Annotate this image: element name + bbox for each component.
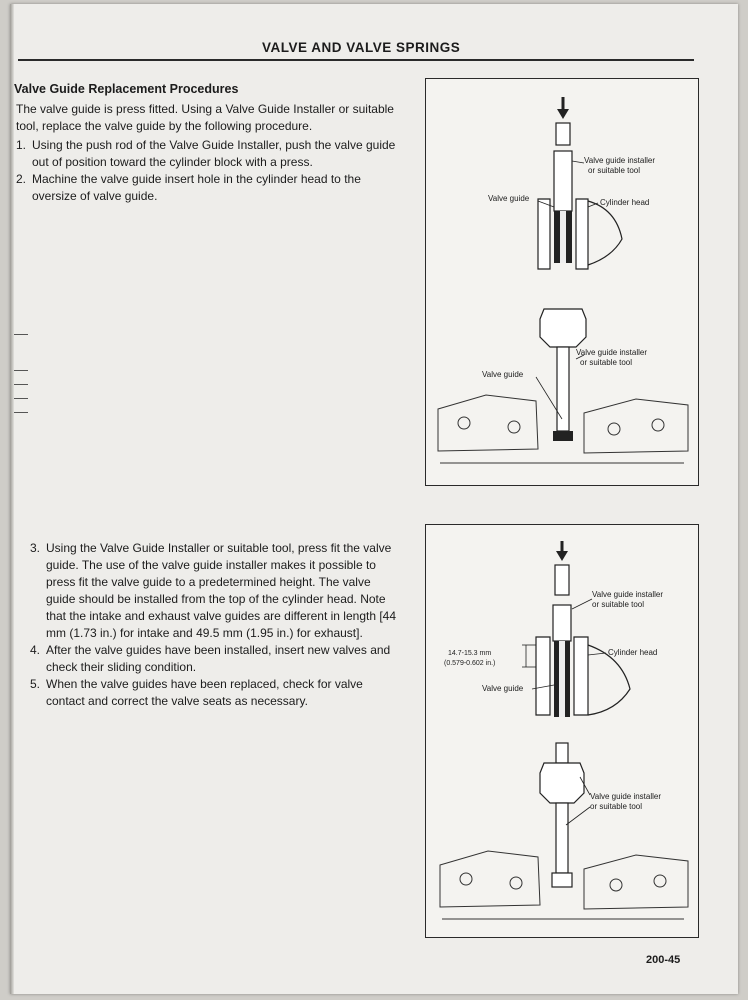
step-item: [16, 171, 396, 205]
step-number: 2.: [16, 172, 27, 186]
step-number: 3.: [30, 541, 41, 555]
step-text: After the valve guides have been installed, insert new valves and check their sliding condition.: [46, 643, 391, 674]
valve-seat-ring: [510, 877, 522, 889]
step-text: Using the Valve Guide Installer or suitable tool, press fit the valve guide. The use of the valve guide installer makes it possible to press fit the valve guide to a predetermined height. The valve guide should be installed from the top of the cylinder head. Note that the intake and exhaust valve guides are different in length [44 mm (1.73 in.) for intake and 49.5 mm (1.95 in.) for exhaust].: [46, 541, 397, 640]
leader-line: [588, 653, 606, 655]
step-item: [16, 137, 396, 171]
margin-tab: [14, 334, 28, 335]
installer-body: [540, 309, 586, 347]
margin-tab: [14, 412, 28, 413]
valve-seat-ring: [458, 417, 470, 429]
step-number: 4.: [30, 643, 41, 657]
step-item: [30, 540, 398, 642]
binding-edge: [10, 4, 14, 994]
leader-line: [588, 203, 598, 207]
step-item: [30, 676, 398, 710]
label-valve-guide: Valve guide: [482, 684, 524, 693]
step-text: Using the push rod of the Valve Guide Installer, push the valve guide out of position toward the cylinder block with a press.: [32, 138, 396, 169]
installer-tip: [552, 873, 572, 887]
manual-page: [10, 4, 738, 994]
title-divider: [18, 59, 694, 61]
step-text: Machine the valve guide insert hole in the cylinder head to the oversize of valve guide.: [32, 172, 361, 203]
label-installer-line2: or suitable tool: [588, 166, 641, 175]
valve-seat-ring: [508, 421, 520, 433]
engine-block-right: [584, 399, 688, 453]
intro-paragraph: The valve guide is press fitted. Using a Valve Guide Installer or suitable tool, replace the valve guide by the following procedure.: [16, 102, 394, 133]
engine-block-left: [438, 395, 538, 451]
leader-line: [572, 599, 592, 609]
engine-block-left: [440, 851, 540, 907]
figure-guide-removal: [425, 78, 699, 486]
label-cylinder-head: Cylinder head: [608, 648, 658, 657]
label-dimension-in: (0.579-0.602 in.): [444, 660, 496, 667]
section-heading: Valve Guide Replacement Procedures: [14, 82, 239, 96]
figure-guide-installation-drawing: [426, 525, 698, 937]
valve-seat-ring: [654, 875, 666, 887]
label-dimension-mm: 14.7-15.3 mm: [448, 650, 492, 657]
installer-neck: [556, 743, 568, 763]
valve-guide-bore: [560, 211, 566, 263]
figure-guide-removal-drawing: [426, 79, 698, 485]
figure-guide-installation: [425, 524, 699, 938]
valve-guide-bore: [559, 641, 565, 717]
installer-tip: [553, 431, 573, 441]
label-installer-mid-line1: Valve guide installer: [576, 348, 648, 357]
installer-body: [540, 763, 584, 803]
label-valve-guide-lower: Valve guide: [482, 370, 524, 379]
label-installer-line2: or suitable tool: [592, 600, 645, 609]
page-title: VALVE AND VALVE SPRINGS: [262, 40, 461, 55]
label-installer-bot-line2: or suitable tool: [590, 802, 643, 811]
label-installer-line1: Valve guide installer: [592, 590, 664, 599]
installer-rod: [557, 347, 569, 431]
margin-tab: [14, 384, 28, 385]
valve-seat-ring: [610, 879, 622, 891]
label-valve-guide: Valve guide: [488, 194, 530, 203]
step-number: 1.: [16, 138, 27, 152]
margin-tab: [14, 398, 28, 399]
installer-shaft: [554, 151, 572, 211]
installer-cap: [555, 565, 569, 595]
engine-block-right: [584, 855, 688, 909]
leader-line: [572, 161, 584, 163]
label-cylinder-head: Cylinder head: [600, 198, 650, 207]
step-item: [30, 642, 398, 676]
installer-rod: [556, 803, 568, 873]
press-arrow-head: [556, 551, 568, 561]
page-number: 200-45: [646, 954, 681, 966]
steps-list-bottom: [30, 540, 398, 710]
press-arrow-head: [557, 109, 569, 119]
step-text: When the valve guides have been replaced, check for valve contact and correct the valve seats as necessary.: [46, 677, 363, 708]
steps-list-top: [16, 137, 396, 205]
step-number: 5.: [30, 677, 41, 691]
pushrod-cap: [556, 123, 570, 145]
label-installer-mid-line2: or suitable tool: [580, 358, 633, 367]
installer-shaft: [553, 605, 571, 641]
margin-tab: [14, 370, 28, 371]
label-installer-line1: Valve guide installer: [584, 156, 656, 165]
label-installer-bot-line1: Valve guide installer: [590, 792, 662, 801]
leader-line: [566, 807, 590, 825]
valve-seat-ring: [460, 873, 472, 885]
cylinder-head-contour: [588, 201, 622, 265]
valve-seat-ring: [608, 423, 620, 435]
valve-seat-ring: [652, 419, 664, 431]
